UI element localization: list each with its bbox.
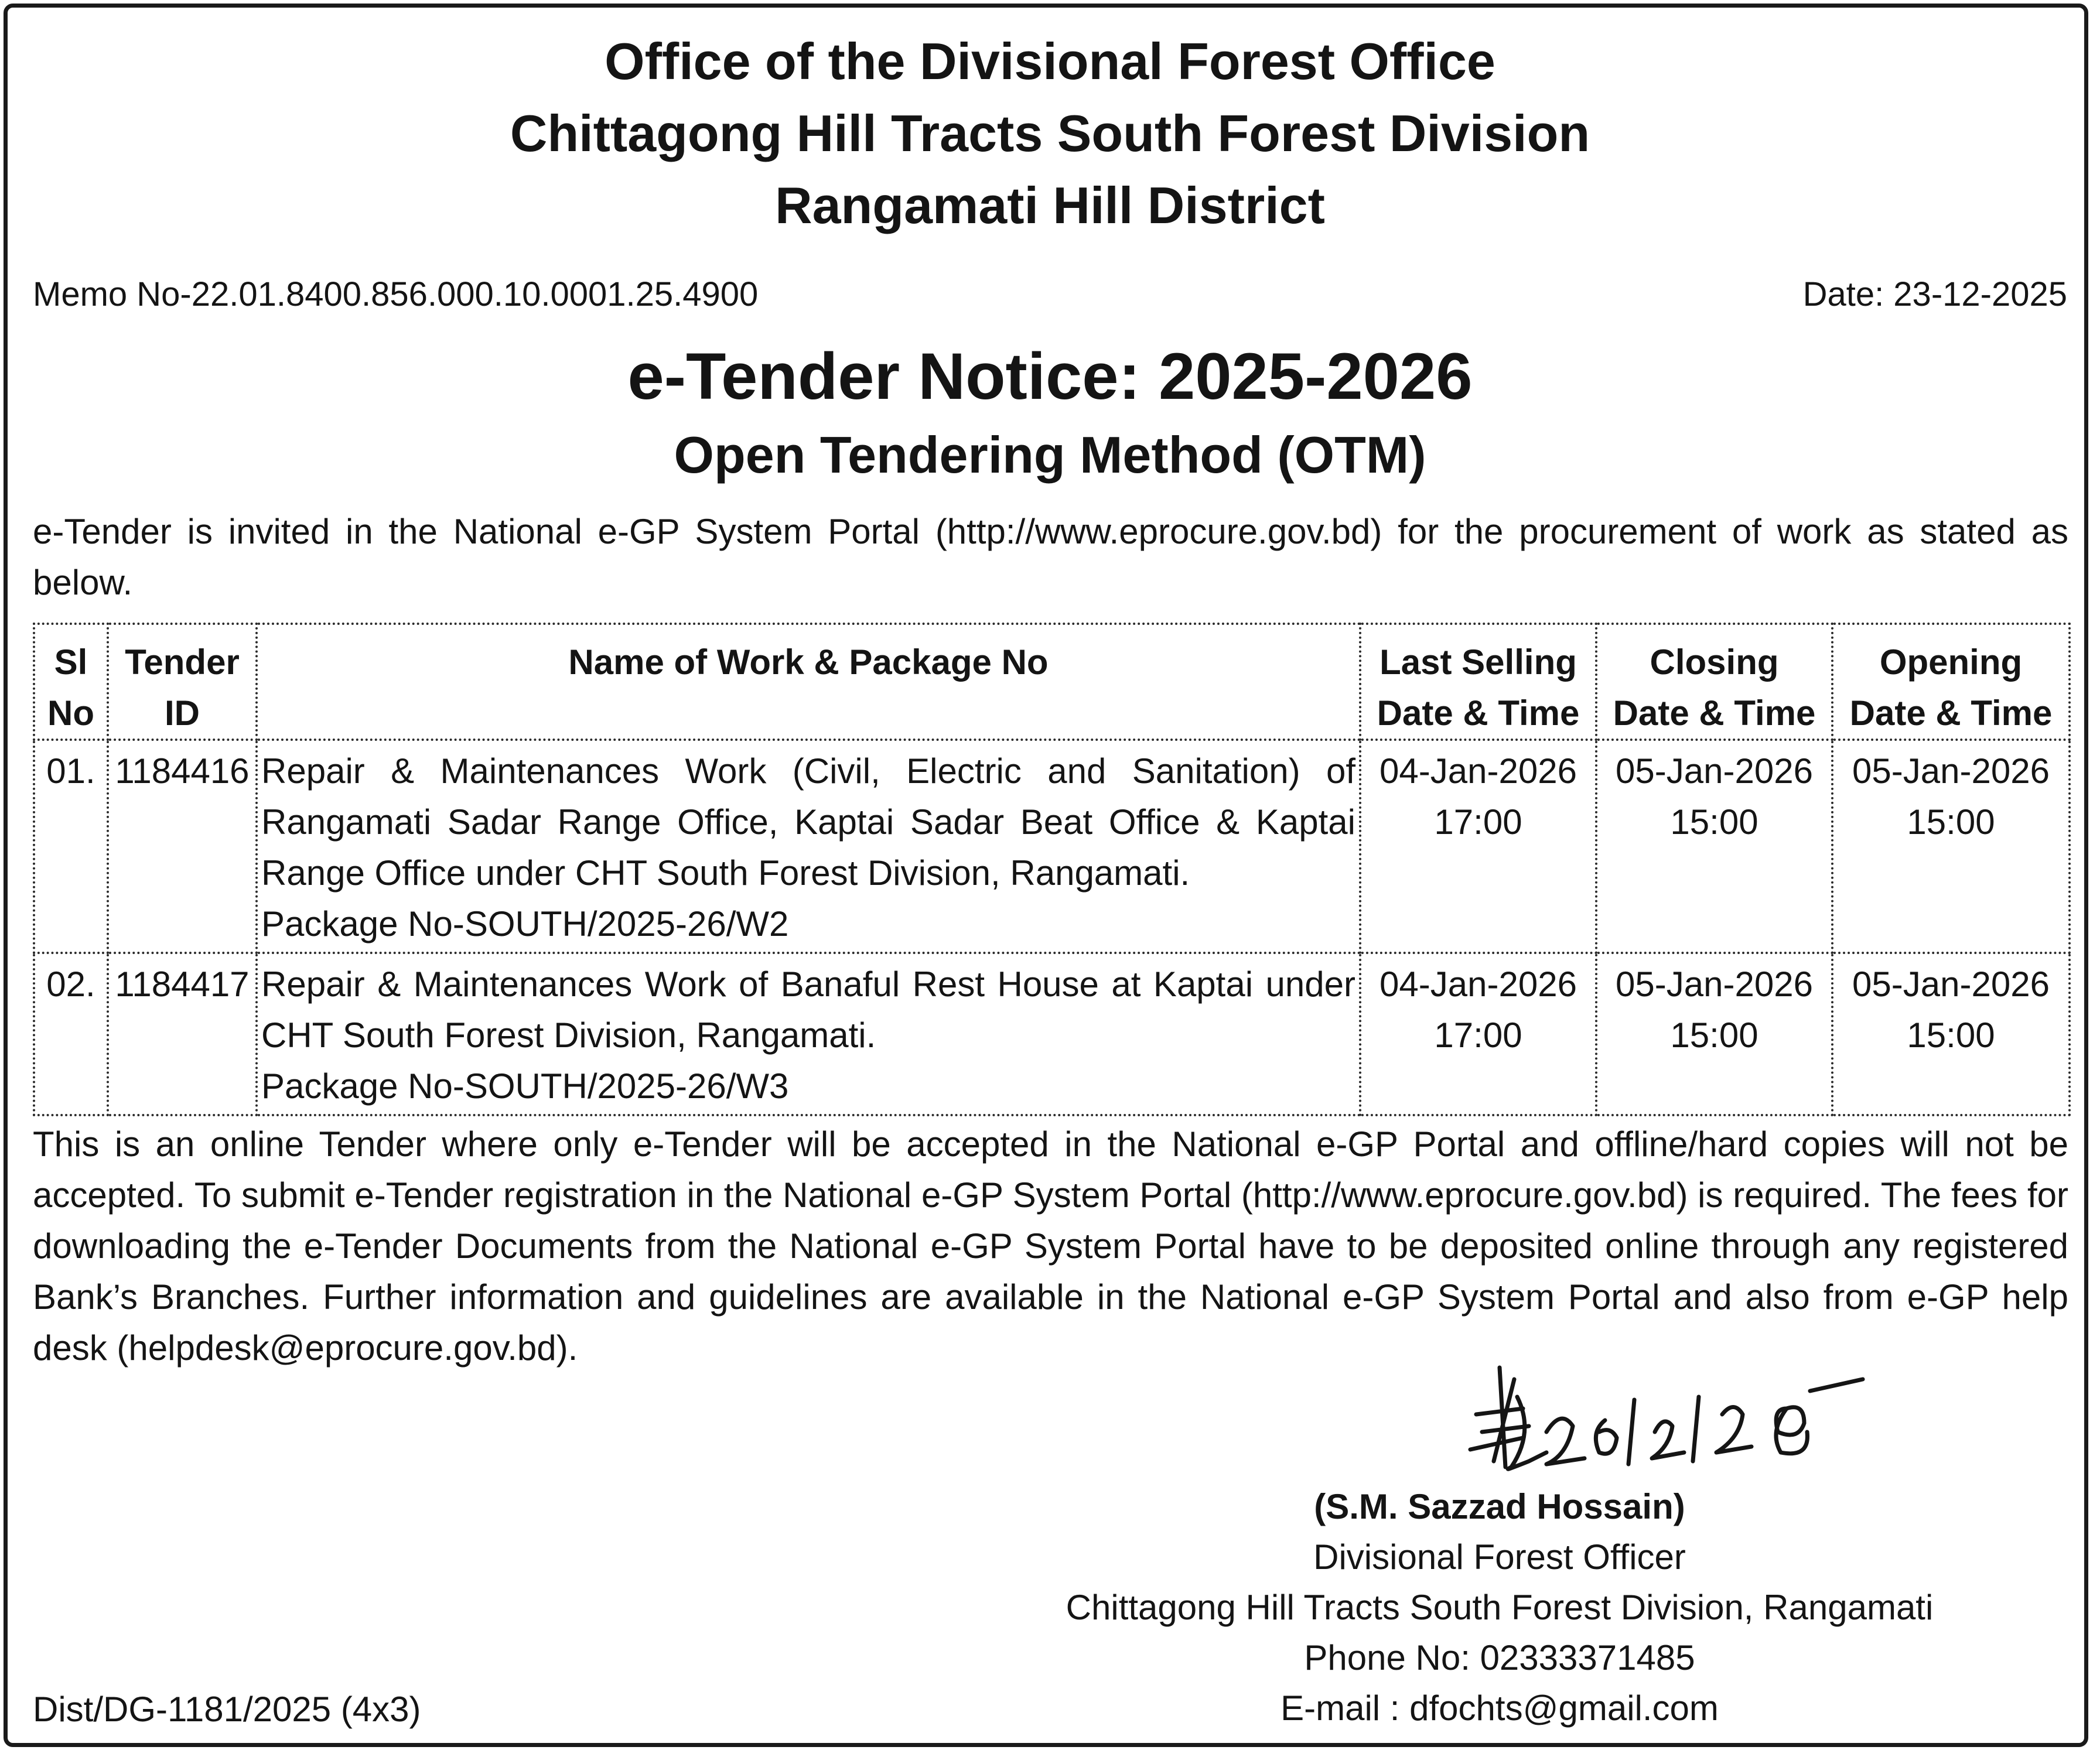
memo-date: Date: 23-12-2025 [1802,275,2067,313]
closing-cell: 05-Jan-2026 15:00 [1596,953,1832,1115]
table-header-row [34,624,2070,740]
tender-id-cell: 1184416 [108,740,257,953]
header-opening: Opening Date & Time [1832,624,2070,740]
signatory-phone: Phone No: 02333371485 [1304,1638,1695,1677]
work-cell [257,953,1360,1115]
tender-id-cell: 1184417 [108,953,257,1115]
header-work: Name of Work & Package No [257,624,1360,740]
work-cell [257,740,1360,953]
header-closing: Closing Date & Time [1596,624,1832,740]
package-number: Package No-SOUTH/2025-26/W3 [261,1066,789,1106]
header-sl-no: Sl No [34,624,108,740]
table-row [34,953,2070,1115]
terms-paragraph: This is an online Tender where only e-Tender will be accepted in the National e-GP Portal and offline/hard copies will not be accepted. To submit e-Tender registration in the National e-GP System Portal (http://www.eprocure.gov.bd) is required. The fees for downloading the e-Tender Documents from the National e-GP System Portal have to be deposited online through any registered Bank’s Branches. Further information and guidelines are available in the National e-GP System Portal and also from e-GP help desk (helpdesk@eprocure.gov.bd). [33,1124,2068,1368]
table-row [34,740,2070,953]
sl-no-cell: 02. [34,953,108,1115]
tender-table [33,623,2071,1116]
header-tender-id: Tender ID [108,624,257,740]
sl-no-cell: 01. [34,740,108,953]
package-number: Package No-SOUTH/2025-26/W2 [261,904,789,944]
distribution-reference: Dist/DG-1181/2025 (4x3) [33,1690,421,1729]
opening-cell: 05-Jan-2026 15:00 [1832,740,2070,953]
opening-cell: 05-Jan-2026 15:00 [1832,953,2070,1115]
last-selling-cell: 04-Jan-2026 17:00 [1360,740,1596,953]
intro-paragraph: e-Tender is invited in the National e-GP System Portal (http://www.eprocure.gov.bd) for the procurement of work as stated as below. [33,512,2068,602]
signatory-email: E-mail : dfochts@gmail.com [1281,1688,1719,1728]
office-title: Office of the Divisional Forest Office [605,32,1495,90]
last-selling-cell: 04-Jan-2026 17:00 [1360,953,1596,1115]
signatory-office: Chittagong Hill Tracts South Forest Division, Rangamati [1066,1588,1934,1627]
header-last-selling: Last Selling Date & Time [1360,624,1596,740]
closing-cell: 05-Jan-2026 15:00 [1596,740,1832,953]
signatory-name: (S.M. Sazzad Hossain) [1314,1487,1685,1526]
signatory-designation: Divisional Forest Officer [1313,1537,1686,1577]
memo-number: Memo No-22.01.8400.856.000.10.0001.25.4900 [33,275,759,313]
signature-icon [1459,1344,1880,1491]
district-title: Rangamati Hill District [775,176,1325,234]
notice-title: e-Tender Notice: 2025-2026 [627,340,1473,413]
work-description: Repair & Maintenances Work of Banaful Rest House at Kaptai under CHT South Forest Division, Rangamati. [261,965,1355,1055]
notice-subtitle: Open Tendering Method (OTM) [674,426,1426,484]
division-title: Chittagong Hill Tracts South Forest Division [510,104,1590,162]
work-description: Repair & Maintenances Work (Civil, Electric and Sanitation) of Rangamati Sadar Range Office, Kaptai Sadar Beat Office & Kaptai Range Office under CHT South Forest Division, Rangamati. [261,751,1355,893]
